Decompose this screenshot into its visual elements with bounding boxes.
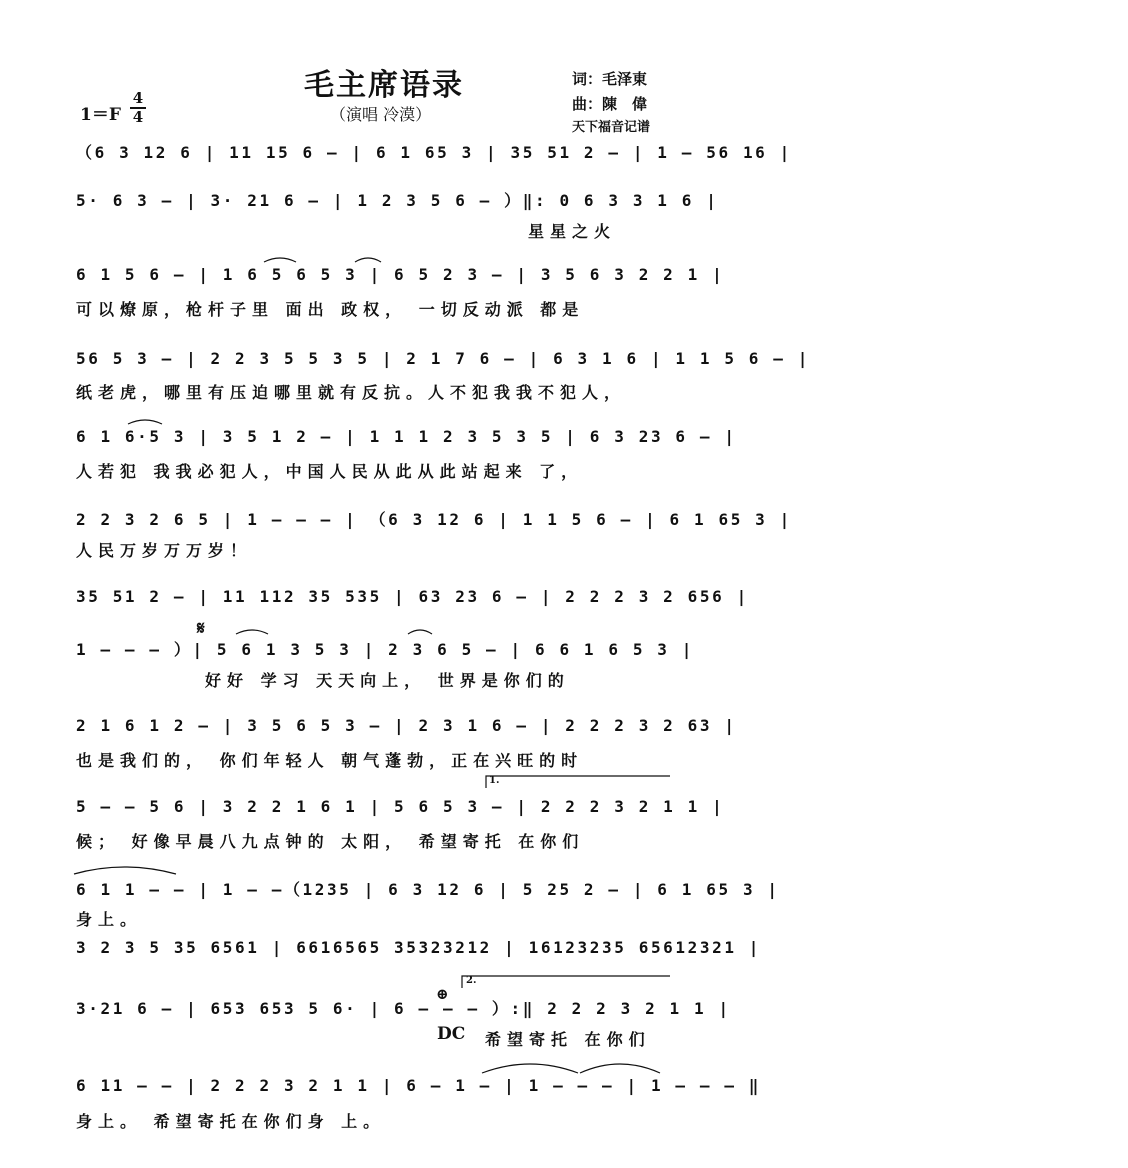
composer-credit: 曲：陳 偉 — [572, 95, 648, 113]
lyrics-row-4: 纸老虎，哪里有压迫哪里就有反抗。人不犯我我不犯人， — [76, 383, 627, 402]
notation-row-8: 1 – – – ）| 5 6 1 3 5 3 | 2 3 6 5 – | 6 6 1 6 5 3 | — [76, 640, 695, 659]
tie-row-14 — [482, 1064, 578, 1073]
time-signature-bottom: 4 — [130, 107, 146, 126]
notation-row-5: 6 1 6·5 3 | 3 5 1 2 – | 1 1 1 2 3 5 3 5 | 6 3 23 6 – | — [76, 427, 737, 446]
notation-row-9: 2 1 6 1 2 – | 3 5 6 5 3 – | 2 3 1 6 – | 2 2 2 3 2 63 | — [76, 716, 737, 735]
lyrics-row-9: 也是我们的， 你们年轻人 朝气蓬勃，正在兴旺的时 — [76, 751, 584, 770]
tie-row-3 — [264, 258, 296, 262]
lyrics-row-10: 候； 好像早晨八九点钟的 太阳， 希望寄托 在你们 — [76, 832, 585, 851]
song-title: 毛主席语录 — [304, 68, 464, 103]
notation-row-12: 3 2 3 5 35 6561 | 6616565 35323212 | 16123235 65612321 | — [76, 938, 762, 957]
volta-1-label: 1. — [489, 775, 500, 786]
segno-sign: 𝄋 — [197, 618, 205, 639]
notation-row-1: （6 3 12 6 | 11 15 6 – | 6 1 65 3 | 35 51 2 – | 1 – 56 16 | — [76, 143, 792, 162]
lyrics-row-2: 星星之火 — [528, 222, 617, 241]
volta-2-bracket — [462, 976, 670, 988]
notation-row-7: 35 51 2 – | 11 112 35 535 | 63 23 6 – | 2 2 2 3 2 656 | — [76, 587, 749, 606]
lyrics-row-8: 好好 学习 天天向上， 世界是你们的 — [205, 671, 570, 690]
lyrics-row-5: 人若犯 我我必犯人，中国人民从此从此站起来 了， — [76, 462, 584, 481]
volta-2-label: 2. — [466, 975, 477, 986]
notation-row-10: 5 – – 5 6 | 3 2 2 1 6 1 | 5 6 5 3 – | 2 2 2 3 2 1 1 | — [76, 797, 725, 816]
tie-row-3b — [355, 258, 381, 262]
coda-sign: ⊕ — [436, 985, 449, 1003]
notation-row-13: 3·21 6 – | 653 653 5 6· | 6 – – – ）:‖ 2 2 2 3 2 1 1 | — [76, 999, 731, 1018]
notation-row-2: 5· 6 3 – | 3· 21 6 – | 1 2 3 5 6 – ）‖: 0 6 3 3 1 6 | — [76, 191, 719, 210]
notation-row-6: 2 2 3 2 6 5 | 1 – – – | （6 3 12 6 | 1 1 5 6 – | 6 1 65 3 | — [76, 510, 792, 529]
time-signature-top: 4 — [132, 89, 144, 107]
lyrics-row-3: 可以燎原，枪杆子里 面出 政权， 一切反动派 都是 — [76, 300, 585, 319]
volta-1-bracket — [486, 776, 670, 788]
tie-row-14b — [580, 1064, 660, 1073]
notation-row-3: 6 1 5 6 – | 1 6 5 6 5 3 | 6 5 2 3 – | 3 5 6 3 2 2 1 | — [76, 265, 725, 284]
tie-row-11 — [74, 867, 176, 874]
lyricist-credit: 词：毛泽東 — [572, 70, 648, 88]
dc-mark: DC — [437, 1024, 466, 1044]
lyrics-row-13: 希望寄托 在你们 — [485, 1030, 651, 1049]
key-signature: 1＝F — [80, 105, 121, 125]
notation-row-11: 6 1 1 – – | 1 – –（1235 | 6 3 12 6 | 5 25 2 – | 6 1 65 3 | — [76, 880, 780, 899]
tie-row-8b — [408, 630, 432, 634]
tie-row-8 — [236, 630, 268, 634]
tie-row-5 — [128, 420, 162, 424]
song-subtitle: （演唱 冷漠） — [330, 105, 432, 124]
transcriber-credit: 天下福音记谱 — [572, 120, 651, 135]
lyrics-row-11: 身上。 — [76, 910, 143, 929]
lyrics-row-6: 人民万岁万万岁！ — [76, 541, 253, 560]
lyrics-row-14: 身上。 希望寄托在你们身 上。 — [76, 1112, 386, 1131]
notation-row-14: 6 11 – – | 2 2 2 3 2 1 1 | 6 – 1 – | 1 – – – | 1 – – – ‖ — [76, 1076, 762, 1095]
notation-row-4: 56 5 3 – | 2 2 3 5 5 3 5 | 2 1 7 6 – | 6 3 1 6 | 1 1 5 6 – | — [76, 349, 810, 368]
